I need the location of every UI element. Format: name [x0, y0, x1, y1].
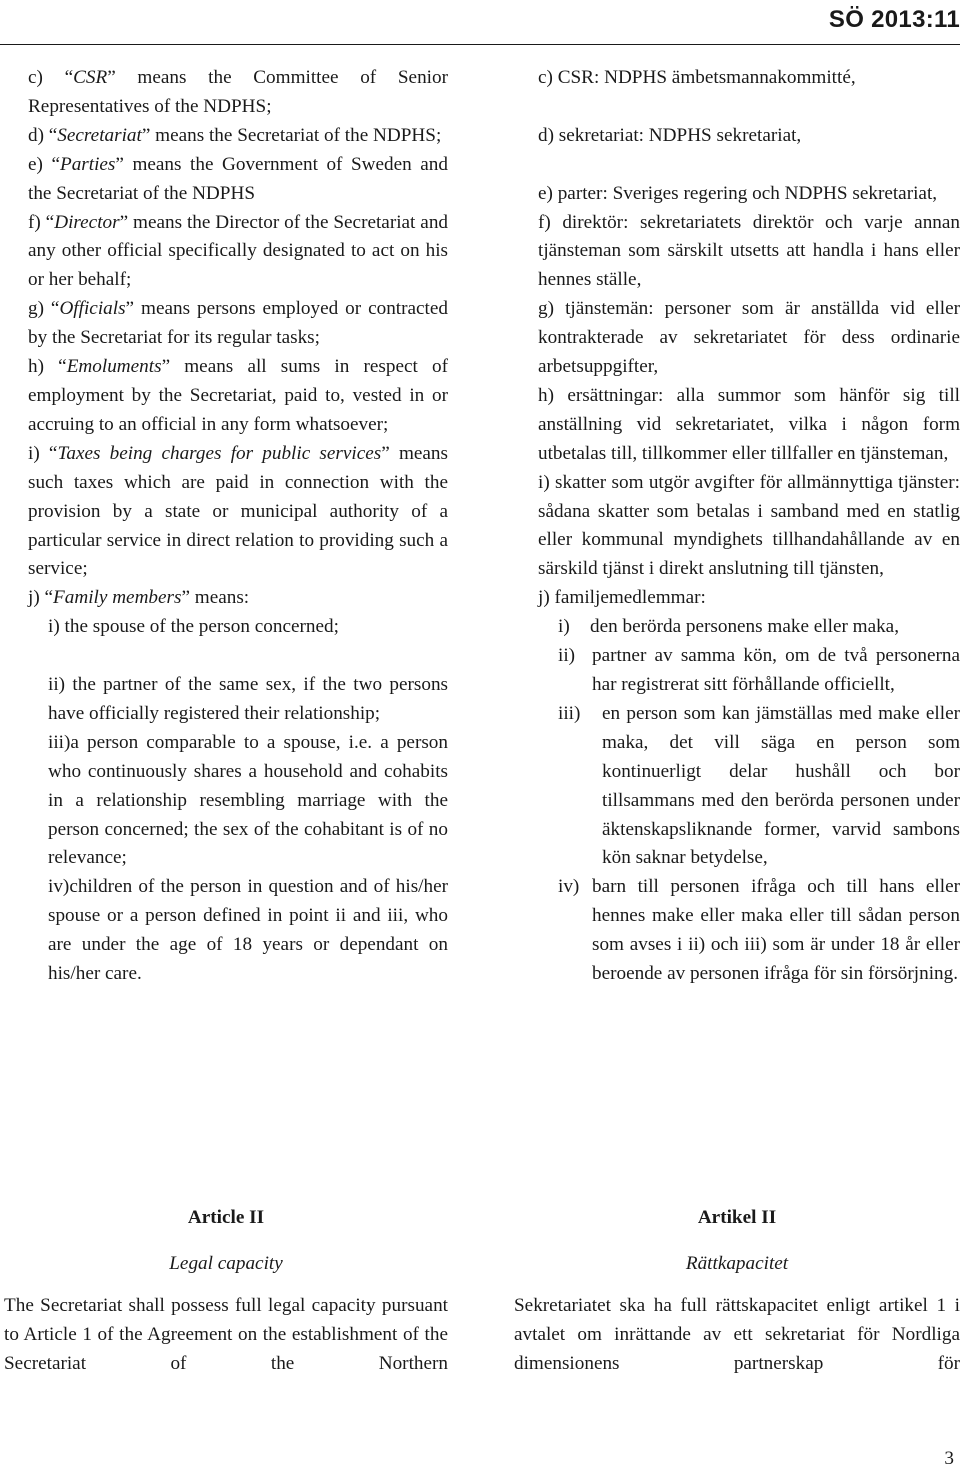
definition-j-4-sv: iv) barn till personen ifråga och till hans eller hennes make eller maka eller till sådan person som avses i ii) och iii) som är under 18 år eller beroende av personen ifråga för sin försörjning. [558, 876, 960, 985]
definition-j-3-sv: iii) en person som kan jämställas med make eller maka, det vill säga en person som kontinuerligt delar hushåll och bor tillsammans med den berörda personen under äktenskapsliknande former, varvid sambons kön saknar betydelse, [558, 702, 960, 869]
definition-j-2-sv: ii) partner av samma kön, om de två personerna har registrerat sitt förhållande officiellt, [558, 645, 960, 695]
article-heading: Article II [187, 1207, 265, 1228]
definition-j-1: i) the spouse of the person concerned; [48, 616, 339, 638]
definition-j-2: ii) the partner of the same sex, if the two persons have officially registered their relationship; [48, 674, 448, 724]
definition-i: i) “Taxes being charges for public services” means such taxes which are paid in connection with the provision by a state or municipal authority of a particular service in direct relation to providing such a service; [28, 442, 448, 580]
spacer [514, 93, 960, 122]
spacer [4, 642, 448, 671]
article-heading-sv: Artikel II [697, 1207, 777, 1228]
definition-c: c) “CSR” means the Committee of Senior Representatives of the NDPHS; [28, 67, 448, 117]
swedish-column [514, 64, 960, 989]
definition-j: j) “Family members” means: [28, 587, 250, 609]
article-body: The Secretariat shall possess full legal capacity pursuant to Article 1 of the Agreement on the establishment of the Secretariat of the Northern [4, 1295, 448, 1374]
definition-j-3: iii)a person comparable to a spouse, i.e. a person who continuously shares a household and cohabits in a relationship resembling marriage with the person concerned; the sex of the cohabitant is of no relevance; [48, 731, 448, 869]
header-rule [0, 44, 960, 45]
definition-h: h) “Emoluments” means all sums in respect of employment by the Secretariat, paid to, vested in or accruing to an official in any form whatsoever; [28, 356, 449, 435]
definition-d-sv: d) sekretariat: NDPHS sekretariat, [538, 124, 802, 146]
definition-d: d) “Secretariat” means the Secretariat of the NDPHS; [28, 124, 442, 146]
definition-j-4: iv)children of the person in question and of his/her spouse or a person defined in point ii and iii, who are under the age of 18 years or dependant on his/her care. [48, 876, 448, 985]
definition-g-sv: g) tjänstemän: personer som är anställda vid eller kontrakterade av sekretariatet för dess ordinarie arbetsuppgifter, [538, 298, 960, 378]
document-reference: SÖ 2013:11 [828, 6, 960, 33]
definition-f-sv: f) direktör: sekretariatets direktör och varje annan tjänsteman som särskilt utsetts att handla i hans eller hennes ställe, [538, 211, 960, 291]
article-body-sv: Sekretariatet ska ha full rättskapacitet enligt artikel 1 i avtalet om inrättande av ett sekretariat för Nordliga dimensionens partnerskap för [514, 1295, 960, 1374]
page-number: 3 [944, 1448, 954, 1469]
definition-f: f) “Director” means the Director of the Secretariat and any other official specifically designated to act on his or her behalf; [28, 211, 449, 291]
definition-c-sv: c) CSR: NDPHS ämbetsmannakommitté, [538, 67, 856, 88]
article-ii-english [4, 1204, 448, 1379]
definition-j-sv: j) familjemedlemmar: [538, 587, 706, 609]
definition-e-sv: e) parter: Sveriges regering och NDPHS sekretariat, [538, 182, 938, 204]
definition-i-sv: i) skatter som utgör avgifter för allmännyttiga tjänster: sådana skatter som betalas i samband med en statlig eller kommunal myndighets tillhandahållande av en särskild tjänst i direkt anslutning till tjänsten, [538, 471, 960, 580]
english-column [4, 64, 448, 989]
definition-j-1-sv: i) den berörda personens make eller maka, [558, 616, 899, 638]
definition-e: e) “Parties” means the Government of Sweden and the Secretariat of the NDPHS [28, 153, 448, 204]
article-ii-swedish [514, 1204, 960, 1379]
spacer [514, 151, 960, 180]
article-subheading: Legal capacity [169, 1253, 283, 1274]
definition-g: g) “Officials” means persons employed or contracted by the Secretariat for its regular tasks; [28, 298, 448, 349]
definition-h-sv: h) ersättningar: alla summor som hänför sig till anställning vid sekretariatet, vilka i någon form utbetalas till, tillkommer eller tillfaller en tjänsteman, [538, 384, 960, 464]
article-subheading-sv: Rättkapacitet [685, 1253, 789, 1274]
